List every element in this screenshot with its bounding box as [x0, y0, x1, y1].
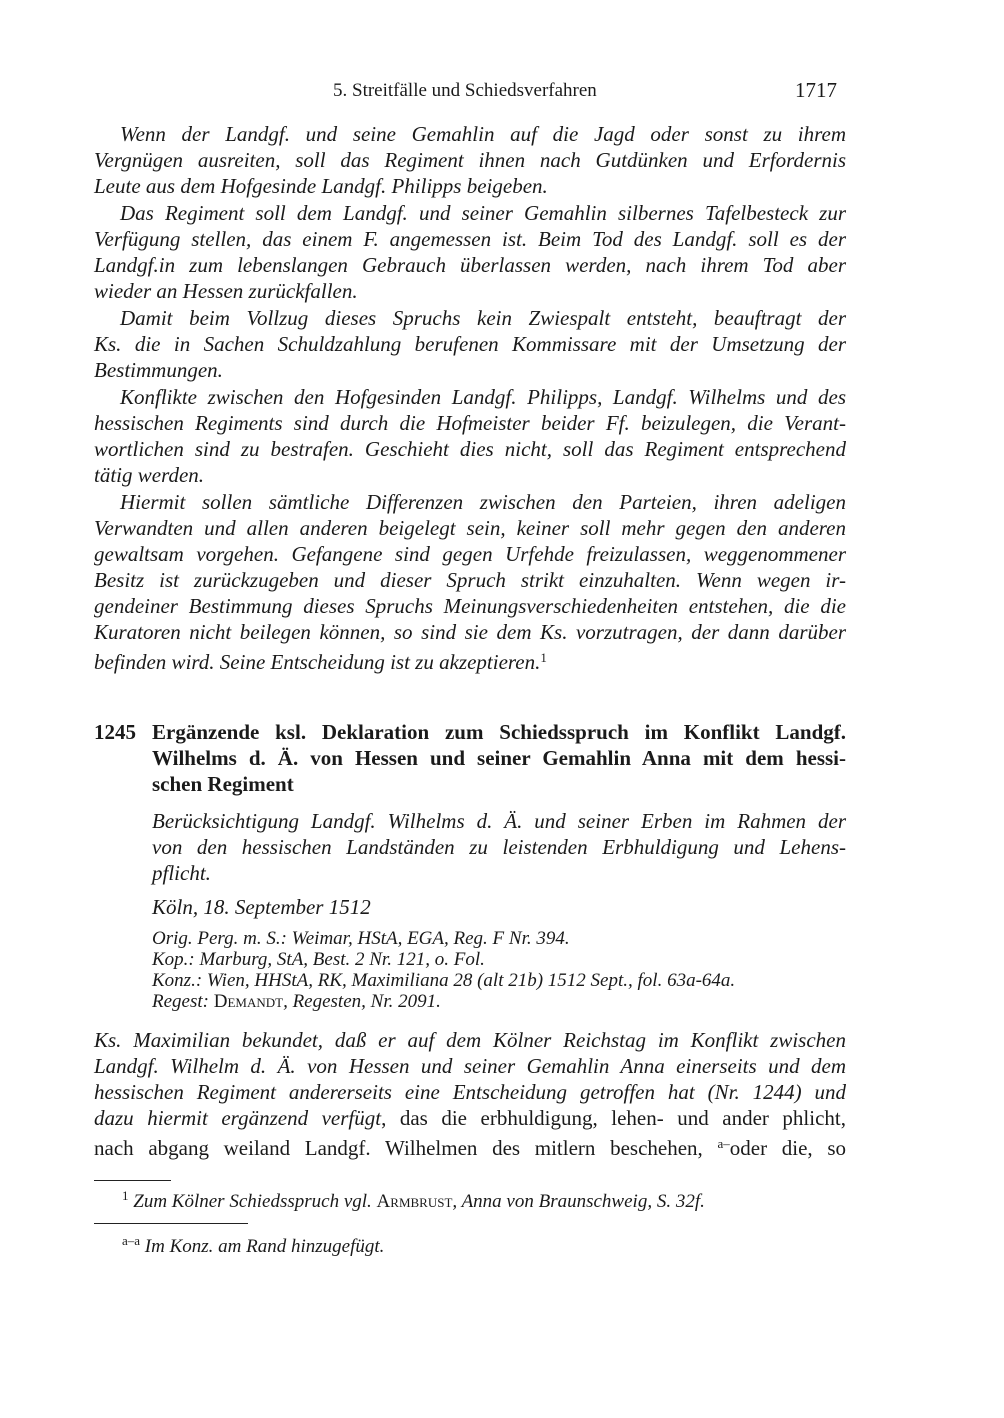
footnote-marker: 1 [122, 1188, 129, 1203]
text-segment: Kuratoren nicht beilegen können, so sind sie dem Ks. vorzutragen, der dann darüber [94, 620, 846, 644]
text-segment: Das Regiment soll dem Landgf. und seiner Gemahlin silbernes Tafelbesteck zur [120, 201, 846, 225]
footnote-1 [122, 1183, 846, 1212]
text-line [94, 1027, 846, 1053]
text-segment: oder die, so [729, 1136, 846, 1160]
text-line [94, 541, 846, 567]
text-segment: wieder an Hessen zurückfallen. [94, 279, 358, 303]
footnote-marker: 1 [540, 650, 547, 665]
text-segment: Konflikte zwischen den Hofgesinden Landgf. Philipps, Landgf. Wilhelms und des [120, 385, 846, 409]
text-line [94, 462, 846, 488]
paragraph [94, 200, 846, 304]
text-line [94, 1053, 846, 1079]
entry-text [94, 1027, 846, 1160]
text-segment: tätig werden. [94, 463, 205, 487]
text-line [94, 331, 846, 357]
footnote-marker: a– [717, 1136, 730, 1151]
text-line [94, 278, 846, 304]
text-segment: Verwandten und allen anderen beigelegt sein, keiner soll mehr gegen den anderen [94, 516, 846, 540]
text-segment: Wenn der Landgf. und seine Gemahlin auf die Jagd oder sonst zu ihrem [120, 122, 846, 146]
paragraph [94, 121, 846, 199]
text-line [94, 305, 846, 331]
text-segment: Leute aus dem Hofgesinde Landgf. Philipps beigeben. [94, 174, 548, 198]
text-segment: Ks. Maximilian bekundet, daß er auf dem Kölner Reichstag im Konflikt zwischen [94, 1028, 846, 1052]
text-segment: , das die erbhuldigung, lehen- und ander phlicht, [381, 1106, 846, 1130]
text-segment: , Anna von Braunschweig, S. 32f. [452, 1191, 705, 1212]
paragraph [94, 489, 846, 674]
text-segment: gewaltsam vorgehen. Gefangene sind gegen Urfehde freizulassen, weggenommener [94, 542, 846, 566]
running-header: 5. Streitfälle und Schiedsverfahren [333, 80, 597, 101]
text-line [152, 808, 846, 834]
text-line [94, 645, 846, 674]
text-segment: von den hessischen Landständen zu leistenden Erbhuldigung und Lehens- [152, 835, 846, 859]
text-line [122, 1228, 846, 1257]
text-line [94, 1105, 846, 1131]
text-segment: Bestimmungen. [94, 358, 223, 382]
text-segment: Konz.: Wien, HHStA, RK, Maximiliana 28 (alt 21b) 1512 Sept., fol. 63a-64a. [152, 970, 736, 991]
entry-title-line: schen Regiment [152, 772, 294, 796]
text-segment: Armbrust [376, 1191, 453, 1212]
text-line [94, 252, 846, 278]
text-line [152, 860, 846, 886]
text-segment: Besitz ist zurückzugeben und dieser Spruch strikt einzuhalten. Wenn wegen ir- [94, 568, 846, 592]
text-line [94, 515, 846, 541]
text-segment: Verfügung stellen, das einem F. angemessen ist. Beim Tod des Landgf. soll es der [94, 227, 846, 251]
text-segment: Regest: [152, 991, 214, 1012]
text-segment: dazu hiermit ergänzend verfügt [94, 1106, 382, 1130]
footnote-rule [94, 1180, 171, 1181]
text-line [122, 1183, 846, 1212]
text-line [94, 357, 846, 383]
entry-title-line: Wilhelms d. Ä. von Hessen und seiner Gemahlin Anna mit dem hessi- [152, 746, 846, 770]
entry-number: 1245 [94, 720, 136, 744]
text-segment: Demandt [213, 991, 284, 1012]
text-segment: gendeiner Bestimmung dieses Spruchs Meinungsverschiedenheiten entstehen, die die [94, 594, 846, 618]
text-line [152, 949, 846, 970]
text-line [94, 147, 846, 173]
text-line [152, 834, 846, 860]
text-segment: , Regesten, Nr. 2091. [283, 991, 441, 1012]
continued-text [94, 121, 846, 674]
footnote-marker: a–a [122, 1233, 141, 1248]
paragraph [94, 305, 846, 383]
entry-heading [94, 719, 846, 797]
text-segment: pflicht. [152, 861, 211, 885]
paragraph [94, 384, 846, 488]
text-line [152, 928, 846, 949]
entry-date: Köln, 18. September 1512 [152, 895, 371, 919]
text-line [94, 593, 846, 619]
text-segment: befinden wird. Seine Entscheidung ist zu akzeptieren. [94, 650, 541, 674]
text-segment: Berücksichtigung Landgf. Wilhelms d. Ä. und seiner Erben im Rahmen der [152, 809, 846, 833]
text-line [94, 1131, 846, 1160]
entry-title-line: Ergänzende ksl. Deklaration zum Schiedsspruch im Konflikt Landgf. [152, 720, 846, 744]
text-segment: hessischen Regiment andererseits eine Entscheidung getroffen hat (Nr. 1244) und [94, 1080, 846, 1104]
text-line [94, 619, 846, 645]
footnote-rule-a [94, 1223, 248, 1224]
text-line [94, 489, 846, 515]
text-line [94, 173, 846, 199]
text-line [94, 200, 846, 226]
text-segment: wortlichen sind zu bestrafen. Geschieht dies nicht, soll das Regiment entsprechend [94, 437, 846, 461]
text-segment: Hiermit sollen sämtliche Differenzen zwischen den Parteien, ihren adeligen [120, 490, 846, 514]
text-segment: Zum Kölner Schiedsspruch vgl. [133, 1191, 377, 1212]
text-segment: Landgf. Wilhelm d. Ä. von Hessen und seiner Gemahlin Anna einerseits und dem [94, 1054, 846, 1078]
entry-date-block [152, 894, 846, 920]
text-line [94, 436, 846, 462]
text-line [152, 970, 846, 991]
text-line [94, 226, 846, 252]
text-line [94, 1079, 846, 1105]
text-segment: Orig. Perg. m. S.: Weimar, HStA, EGA, Reg. F Nr. 394. [152, 928, 570, 949]
text-segment: Kop.: Marburg, StA, Best. 2 Nr. 121, o. Fol. [152, 949, 485, 970]
text-segment: hessischen Regiments sind durch die Hofmeister beider Ff. beizulegen, die Verant- [94, 411, 846, 435]
text-segment: Damit beim Vollzug dieses Spruchs kein Zwiespalt entsteht, beauftragt der [120, 306, 846, 330]
page-number: 1717 [795, 78, 837, 102]
text-line [94, 121, 846, 147]
source-list [152, 928, 846, 1012]
text-segment: Ks. die in Sachen Schuldzahlung berufenen Kommissare mit der Umsetzung der [94, 332, 846, 356]
text-segment: Im Konz. am Rand hinzugefügt. [144, 1236, 385, 1257]
footnote-a [122, 1228, 846, 1257]
text-line [152, 991, 846, 1012]
text-line [94, 384, 846, 410]
text-line [94, 410, 846, 436]
text-segment: Landgf.in zum lebenslangen Gebrauch überlassen werden, nach ihrem Tod aber [94, 253, 846, 277]
entry-summary [152, 808, 846, 886]
text-segment: nach abgang weiland Landgf. Wilhelmen des mitlern beschehen, [94, 1136, 718, 1160]
text-line [94, 567, 846, 593]
text-segment: Vergnügen ausreiten, soll das Regiment ihnen nach Gutdünken und Erfordernis [94, 148, 846, 172]
